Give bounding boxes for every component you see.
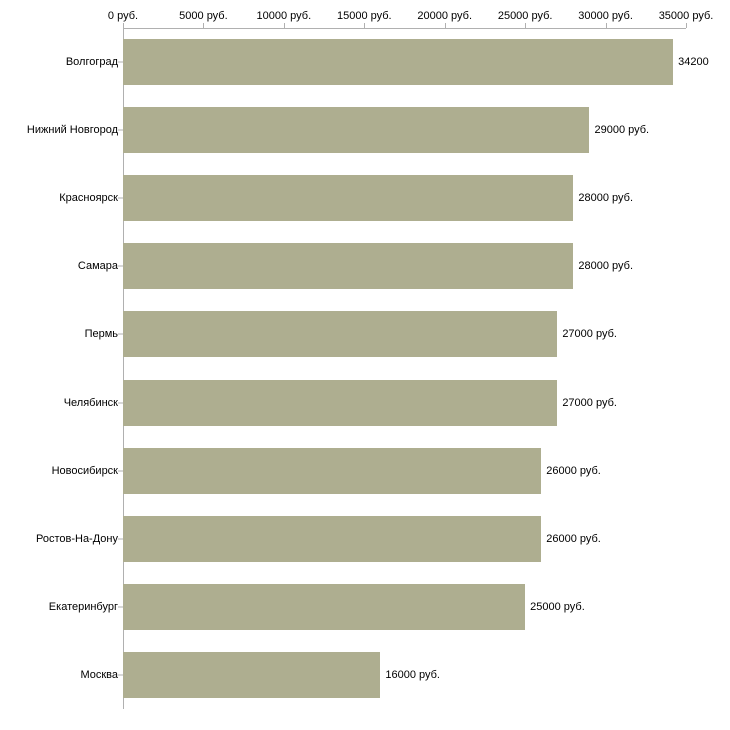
x-tick-mark xyxy=(606,23,607,28)
bar-value-label: 26000 руб. xyxy=(546,464,601,477)
x-tick-mark xyxy=(686,23,687,28)
x-tick-mark xyxy=(203,23,204,28)
bar-value-label: 29000 руб. xyxy=(594,124,650,137)
y-category-label: Москва xyxy=(80,668,118,681)
bar-value-label: 26000 руб. xyxy=(546,532,601,545)
bar[interactable] xyxy=(123,584,525,630)
bar[interactable] xyxy=(123,448,541,494)
x-tick-label: 20000 руб. xyxy=(417,10,473,22)
y-category-label-wrap xyxy=(0,668,118,687)
x-tick-label: 35000 руб. xyxy=(658,10,714,22)
y-category-label-wrap xyxy=(0,464,118,483)
x-axis-line xyxy=(123,28,686,29)
y-category-label: Красноярск xyxy=(59,192,118,205)
bar[interactable] xyxy=(123,175,573,221)
y-category-label: Новосибирск xyxy=(51,464,118,477)
y-category-label: Волгоград xyxy=(65,56,118,69)
y-category-label: Самара xyxy=(77,260,118,273)
x-tick-mark xyxy=(284,23,285,28)
bar-value-label: 28000 руб. xyxy=(578,192,634,205)
y-category-label-wrap xyxy=(0,328,118,346)
y-category-label-wrap xyxy=(0,396,118,415)
y-category-label-wrap xyxy=(0,192,118,210)
x-tick-mark xyxy=(525,23,526,28)
y-category-label: Челябинск xyxy=(63,396,118,409)
y-category-label-wrap xyxy=(0,260,118,278)
x-tick-label: 10000 руб. xyxy=(256,10,312,22)
bar-value-label: 27000 руб. xyxy=(562,396,617,409)
bar-value-label: 34200 xyxy=(678,56,709,69)
x-tick-mark xyxy=(445,23,446,28)
bar-value-label: 27000 руб. xyxy=(562,328,617,341)
y-category-label-wrap xyxy=(0,532,118,551)
y-category-label: Нижний Новгород xyxy=(26,124,118,137)
bar[interactable] xyxy=(123,243,573,289)
y-category-label-wrap xyxy=(0,124,118,142)
x-tick-mark xyxy=(364,23,365,28)
y-category-label: Пермь xyxy=(84,328,118,341)
y-category-label-wrap xyxy=(0,56,118,74)
bar[interactable] xyxy=(123,516,541,562)
bar-value-label: 25000 руб. xyxy=(530,600,585,613)
x-tick-label: 25000 руб. xyxy=(497,10,553,22)
x-tick-label: 0 руб. xyxy=(107,10,139,22)
bar-value-label: 28000 руб. xyxy=(578,260,634,273)
bar[interactable] xyxy=(123,311,557,357)
y-category-label-wrap xyxy=(0,600,118,619)
bar-value-label: 16000 руб. xyxy=(385,668,440,681)
bar[interactable] xyxy=(123,39,673,85)
y-category-label: Ростов-На-Дону xyxy=(35,532,118,545)
bar[interactable] xyxy=(123,107,589,153)
x-tick-label: 15000 руб. xyxy=(336,10,392,22)
x-tick-label: 30000 руб. xyxy=(578,10,633,22)
x-tick-label: 5000 руб. xyxy=(179,10,228,22)
y-category-label: Екатеринбург xyxy=(48,600,118,613)
bar[interactable] xyxy=(123,380,557,426)
x-tick-mark xyxy=(123,23,124,28)
bar[interactable] xyxy=(123,652,380,698)
